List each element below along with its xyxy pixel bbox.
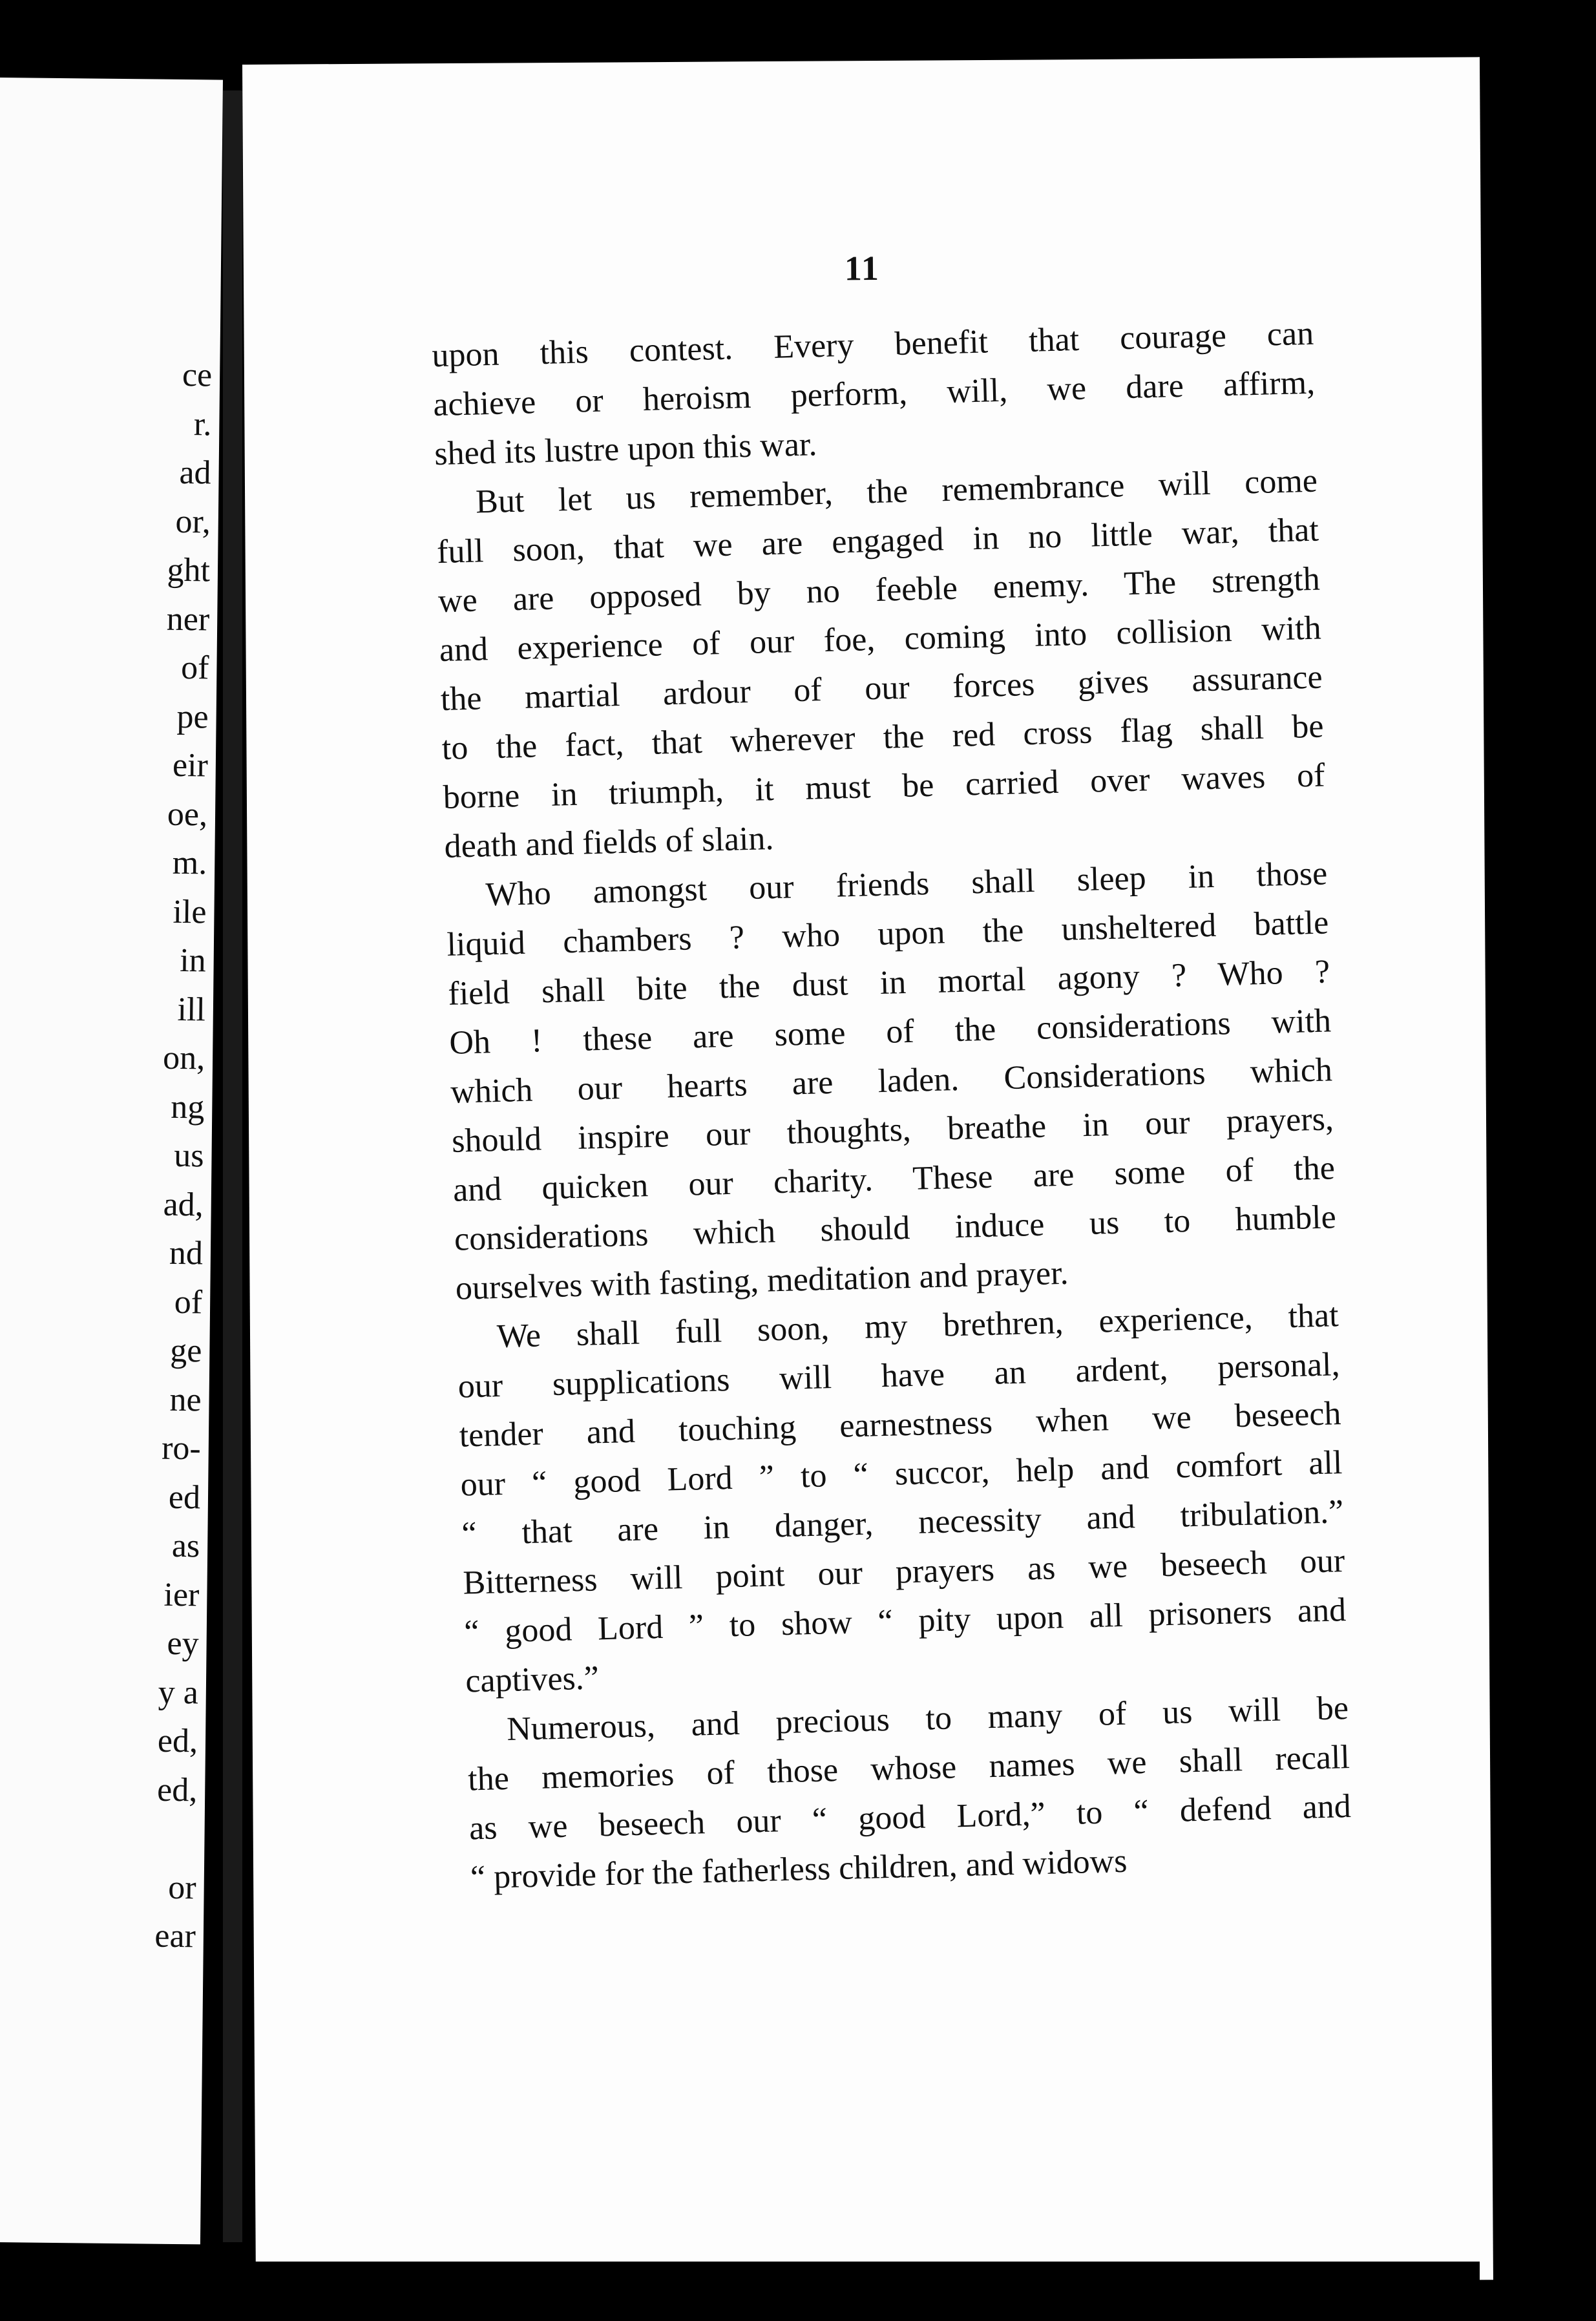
facing-page-line-ending: ng	[171, 1088, 205, 1126]
text-line: and experience of our foe, coming into collision with	[439, 609, 1322, 669]
text-line: and quicken our charity. These are some of the	[452, 1150, 1336, 1209]
facing-page-line-ending: nd	[169, 1234, 204, 1272]
text-line: Numerous, and precious to many of us will be	[506, 1689, 1349, 1748]
facing-page-line-ending: ed,	[156, 1771, 198, 1809]
paragraph	[435, 457, 1327, 872]
paragraph	[456, 1291, 1348, 1706]
text-line: to the fact, that wherever the red cross flag shall be	[441, 708, 1325, 768]
text-line: field shall bite the dust in mortal agony ? Who ?	[447, 953, 1330, 1013]
scan-border	[242, 2262, 1480, 2321]
facing-page-line-ending: ier	[163, 1576, 200, 1613]
text-line: captives.”	[465, 1659, 600, 1700]
text-line: Bitterness will point our prayers as we beseech our	[462, 1542, 1345, 1602]
text-line: our supplications will have an ardent, personal,	[457, 1346, 1341, 1405]
text-line: ourselves with fasting, meditation and prayer.	[455, 1254, 1069, 1307]
facing-page-line-ending	[80, 1813, 197, 1863]
text-line: “ that are in danger, necessity and tribulation.”	[461, 1493, 1344, 1553]
book-page	[242, 57, 1493, 2287]
facing-page-line-ending: ner	[166, 600, 210, 638]
facing-page-line-ending: or,	[175, 503, 211, 540]
text-line: liquid chambers ? who upon the unsheltered battle	[446, 904, 1329, 963]
facing-page-line-ending: ear	[154, 1917, 196, 1955]
facing-page-line-ending: in	[179, 941, 207, 980]
text-line: shed its lustre upon this war.	[434, 426, 818, 473]
text-line: considerations which should induce us to humble	[454, 1199, 1337, 1258]
paragraph	[466, 1684, 1352, 1902]
facing-page-line-ending: on,	[162, 1039, 205, 1077]
text-line: We shall full soon, my brethren, experience, that	[496, 1297, 1339, 1356]
text-line: death and fields of slain.	[443, 820, 775, 865]
facing-page-line-ending: ro-	[161, 1429, 202, 1467]
facing-page-line-ending: of	[174, 1283, 203, 1321]
text-line: “ provide for the fatherless children, and widows	[470, 1842, 1128, 1896]
facing-page-line-ending: pe	[176, 698, 209, 735]
text-line: tender and touching earnestness when we beseech	[459, 1395, 1342, 1455]
text-line: our “ good Lord ” to “ succor, help and comfort all	[459, 1444, 1343, 1504]
text-line: upon this contest. Every benefit that courage can	[431, 315, 1314, 375]
book-gutter	[223, 90, 242, 2242]
text-line: the memories of those whose names we shall recall	[467, 1738, 1350, 1798]
facing-page-line-ending: ne	[169, 1381, 202, 1418]
facing-page-line-endings	[79, 350, 213, 1961]
facing-page-line-ending: of	[180, 649, 209, 687]
text-line: should inspire our thoughts, breathe in our prayers,	[451, 1100, 1334, 1160]
page-body-text	[432, 310, 1353, 1903]
facing-page-line-ending: ed,	[157, 1722, 198, 1760]
page-number: 11	[844, 248, 881, 288]
facing-page-line-ending: ile	[173, 893, 207, 930]
text-line: full soon, that we are engaged in no little war, that	[436, 511, 1319, 571]
facing-page	[0, 78, 223, 2244]
facing-page-line-ending: ed	[168, 1478, 201, 1516]
facing-page-line-ending: ge	[169, 1332, 202, 1370]
facing-page-line-ending: eir	[172, 746, 209, 784]
facing-page-line-ending: ey	[167, 1624, 199, 1663]
text-line: borne in triumph, it must be carried over waves of	[443, 757, 1326, 816]
facing-page-line-ending: ce	[182, 356, 213, 394]
facing-page-line-ending: ill	[177, 991, 206, 1028]
paragraph	[432, 310, 1317, 479]
facing-page-line-ending: ad,	[163, 1186, 204, 1223]
text-line: which our hearts are laden. Considerations which	[450, 1051, 1333, 1111]
facing-page-line-ending: us	[173, 1137, 204, 1175]
facing-page-line-ending: oe,	[167, 795, 208, 833]
text-line: the martial ardour of our forces gives assurance	[440, 658, 1323, 719]
text-line: Oh ! these are some of the considerations with	[448, 1002, 1332, 1062]
text-line: we are opposed by no feeble enemy. The strength	[437, 560, 1321, 620]
text-line: But let us remember, the remembrance will come	[475, 462, 1318, 521]
facing-page-line-ending: ght	[167, 551, 211, 589]
text-line: achieve or heroism perform, will, we dare affirm,	[432, 364, 1316, 424]
text-line: as we beseech our “ good Lord,” to “ defend and	[468, 1787, 1352, 1847]
text-line: Who amongst our friends shall sleep in those	[485, 855, 1328, 914]
facing-page-line-ending: m.	[172, 844, 207, 882]
facing-page-line-ending: r.	[193, 405, 212, 443]
text-line: “ good Lord ” to show “ pity upon all prisoners and	[463, 1591, 1347, 1651]
facing-page-line-ending: or	[168, 1869, 196, 1906]
facing-page-line-ending: y a	[158, 1674, 199, 1711]
paragraph	[445, 849, 1338, 1313]
facing-page-line-ending: as	[171, 1527, 200, 1565]
facing-page-line-ending: ad	[179, 454, 211, 492]
